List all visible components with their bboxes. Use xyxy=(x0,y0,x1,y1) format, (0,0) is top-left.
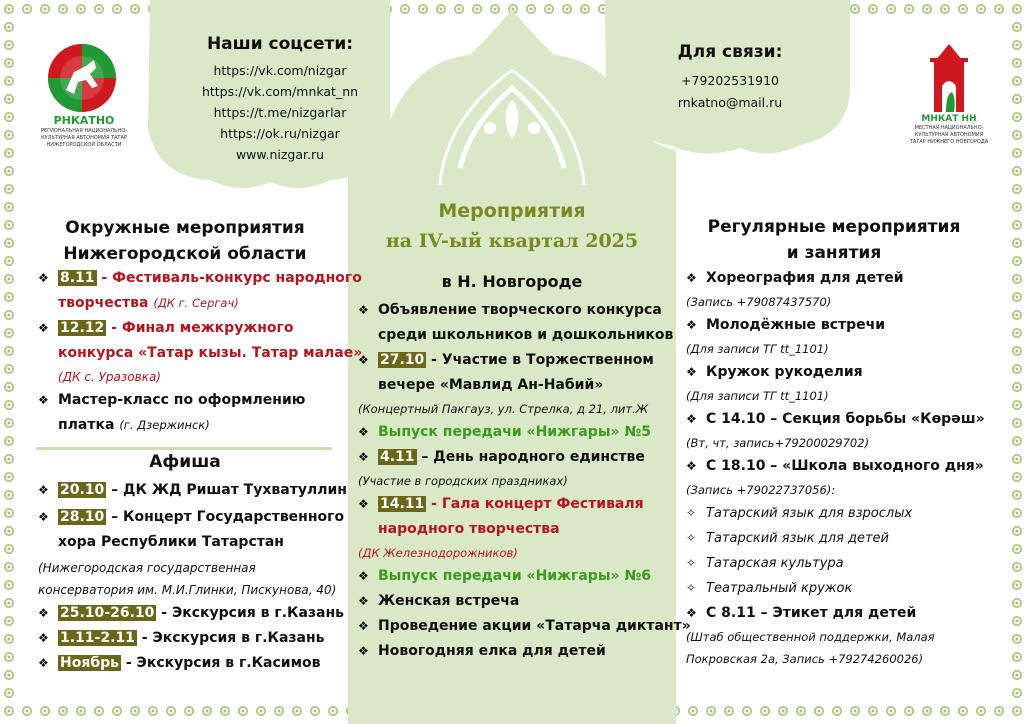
right-logo-name: МНКАТ НН xyxy=(921,114,977,124)
diamond-bullet-icon: ❖ xyxy=(686,412,697,426)
contact-email[interactable]: rnkatno@mail.ru xyxy=(677,95,783,110)
event-date: 4.11 xyxy=(380,449,415,465)
contact-title: Для связи: xyxy=(677,42,783,62)
diamond-bullet-icon: ❖ xyxy=(38,656,49,670)
event-date: 1.11-2.11 xyxy=(60,630,135,646)
diamond-bullet-icon: ❖ xyxy=(358,644,369,658)
list-item-continued: среди школьников и дошкольников xyxy=(378,327,674,343)
diamond-bullet-icon: ❖ xyxy=(686,271,697,285)
star-bullet-icon: ✧ xyxy=(686,531,697,545)
event-note: (Для записи ТГ tt_1101) xyxy=(686,389,829,403)
social-link-ok[interactable]: https://ok.ru/nizgar xyxy=(220,126,340,141)
event-note: (Вт, чт, запись+79200029702) xyxy=(686,436,870,450)
event-note: Покровская 2а, Запись +79274260026) xyxy=(686,652,924,666)
left-logo-name: РНКАТНО xyxy=(53,114,115,127)
list-item-continued: конкурса «Татар кызы. Татар малае» xyxy=(58,345,363,361)
diamond-bullet-icon: ❖ xyxy=(358,594,369,608)
event-date: 12.12 xyxy=(60,320,105,336)
event-note: (Запись +79022737056): xyxy=(686,483,836,497)
sub-list-item: ✧ Театральный кружок xyxy=(686,576,986,601)
event-note: (Нижегородская государственная xyxy=(38,561,256,575)
list-item: ❖ 12.12 - Финал межкружного xyxy=(38,316,348,341)
social-link-site[interactable]: www.nizgar.ru xyxy=(235,147,325,162)
list-item: ❖ Хореография для детей xyxy=(686,266,986,291)
event-date: 27.10 xyxy=(380,352,425,368)
center-heading: в Н. Новгороде xyxy=(441,272,583,291)
list-item: ❖ Выпуск передачи «Нижгары» №6 xyxy=(358,564,678,589)
list-item: ❖ С 14.10 – Секция борьбы «Көрәш» xyxy=(686,407,986,432)
star-bullet-icon: ✧ xyxy=(686,556,697,570)
list-item: ❖ 1.11-2.11 - Экскурсия в г.Казань xyxy=(38,626,358,651)
list-item: ❖ 14.11 - Гала концерт Фестиваля xyxy=(358,492,678,517)
left-logo-caption: РЕГИОНАЛЬНАЯ НАЦИОНАЛЬНО-КУЛЬТУРНАЯ АВТОНОМИЯ ТАТАР НИЖЕГОРОДСКОЙ ОБЛАСТИ xyxy=(40,128,128,148)
diamond-bullet-icon: ❖ xyxy=(358,353,369,367)
social-links xyxy=(185,60,375,165)
left-section-title xyxy=(30,215,340,267)
event-note: (Штаб общественной поддержки, Малая xyxy=(686,630,935,644)
list-item: ❖ Мастер-класс по оформлению xyxy=(38,388,348,413)
right-title-line1: Регулярные мероприятия xyxy=(707,217,961,237)
star-bullet-icon: ✧ xyxy=(686,581,697,595)
event-date: Ноябрь xyxy=(60,655,119,671)
left-title-line1: Окружные мероприятия xyxy=(65,218,305,238)
event-date: 8.11 xyxy=(60,270,95,286)
diamond-bullet-icon: ❖ xyxy=(686,459,697,473)
center-title-line1: Мероприятия xyxy=(438,200,586,222)
list-item: ❖ Ноябрь - Экскурсия в г.Касимов xyxy=(38,651,358,676)
list-item-continued: платка (г. Дзержинск) xyxy=(58,417,210,433)
list-item: ❖ Проведение акции «Татарча диктант» xyxy=(358,614,678,639)
list-item: ❖ С 8.11 – Этикет для детей xyxy=(686,601,986,626)
event-date: 28.10 xyxy=(60,509,105,525)
contact-phone[interactable]: +79202531910 xyxy=(681,73,779,88)
diamond-bullet-icon: ❖ xyxy=(38,631,49,645)
event-note: (Концертный Пакгауз, ул. Стрелка, д 21, лит.Ж xyxy=(358,402,649,416)
list-item: ❖ 27.10 - Участие в Торжественном xyxy=(358,348,678,373)
right-logo-caption: МЕСТНАЯ НАЦИОНАЛЬНО-КУЛЬТУРНАЯ АВТОНОМИЯ ТАТАР НИЖНЕГО НОВГОРОДА xyxy=(909,125,989,145)
event-note: (ДК Железнодорожников) xyxy=(358,546,518,560)
afisha-list xyxy=(38,478,358,676)
center-title-line2: на IV-ый квартал 2025 xyxy=(385,230,639,252)
list-item: ❖ Новогодняя елка для детей xyxy=(358,639,678,664)
event-note: (Участие в городских праздниках) xyxy=(358,474,568,488)
right-title-line2: и занятия xyxy=(786,243,882,263)
list-item: ❖ 25.10-26.10 - Экскурсия в г.Казань xyxy=(38,601,358,626)
social-link-vk-mnkat[interactable]: https://vk.com/mnkat_nn xyxy=(201,84,359,99)
list-item: ❖ С 18.10 – «Школа выходного дня» xyxy=(686,454,986,479)
event-note: (Для записи ТГ tt_1101) xyxy=(686,342,829,356)
social-link-telegram[interactable]: https://t.me/nizgarlar xyxy=(213,105,347,120)
diamond-bullet-icon: ❖ xyxy=(358,303,369,317)
list-item: ❖ Кружок рукоделия xyxy=(686,360,986,385)
event-note: (Запись +79087437570) xyxy=(686,295,832,309)
diamond-bullet-icon: ❖ xyxy=(38,393,49,407)
list-item: ❖ 28.10 – Концерт Государственного xyxy=(38,505,358,530)
list-item-continued: народного творчества xyxy=(378,521,560,537)
event-date: 14.11 xyxy=(380,496,425,512)
center-events-list xyxy=(358,298,691,664)
diamond-bullet-icon: ❖ xyxy=(358,425,369,439)
list-item: ❖ Женская встреча xyxy=(358,589,678,614)
mnkat-tower-logo-icon xyxy=(926,42,972,114)
sub-list-item: ✧ Татарская культура xyxy=(686,551,986,576)
diamond-bullet-icon: ❖ xyxy=(38,271,49,285)
list-item: ❖ 4.11 – День народного единстве xyxy=(358,445,678,470)
event-note: (ДК с. Уразовка) xyxy=(58,370,161,384)
diamond-bullet-icon: ❖ xyxy=(358,497,369,511)
list-item-continued: творчества (ДК г. Сергач) xyxy=(58,295,239,311)
list-item: ❖ Молодёжные встречи xyxy=(686,313,986,338)
diamond-bullet-icon: ❖ xyxy=(358,619,369,633)
afisha-title: Афиша xyxy=(149,452,221,472)
list-item-continued: вечере «Мавлид Ан-Набий» xyxy=(378,377,604,393)
contact-block xyxy=(660,70,800,114)
list-item: ❖ Выпуск передачи «Нижгары» №5 xyxy=(358,420,678,445)
star-bullet-icon: ✧ xyxy=(686,506,697,520)
list-item: ❖ 8.11 - Фестиваль-конкурс народного xyxy=(38,266,348,291)
event-date: 20.10 xyxy=(60,482,105,498)
social-link-vk-nizgar[interactable]: https://vk.com/nizgar xyxy=(213,63,347,78)
list-item-continued: хора Республики Татарстан xyxy=(58,534,284,550)
diamond-bullet-icon: ❖ xyxy=(38,606,49,620)
diamond-bullet-icon: ❖ xyxy=(38,321,49,335)
event-note: консерватория им. М.И.Глинки, Пискунова, 40) xyxy=(38,583,337,597)
diamond-bullet-icon: ❖ xyxy=(38,510,49,524)
sub-list-item: ✧ Татарский язык для взрослых xyxy=(686,501,986,526)
diamond-bullet-icon: ❖ xyxy=(686,318,697,332)
list-item: ❖ 20.10 – ДК ЖД Ришат Тухватуллин xyxy=(38,478,358,503)
diamond-bullet-icon: ❖ xyxy=(358,450,369,464)
right-events-list xyxy=(686,266,986,670)
social-title: Наши соцсети: xyxy=(206,34,354,54)
diamond-bullet-icon: ❖ xyxy=(686,606,697,620)
sub-list-item: ✧ Татарский язык для детей xyxy=(686,526,986,551)
list-item: ❖ Объявление творческого конкурса xyxy=(358,298,678,323)
left-events-list xyxy=(38,266,363,438)
diamond-bullet-icon: ❖ xyxy=(358,569,369,583)
diamond-bullet-icon: ❖ xyxy=(686,365,697,379)
diamond-bullet-icon: ❖ xyxy=(38,483,49,497)
right-section-title xyxy=(684,214,984,266)
left-title-line2: Нижегородской области xyxy=(63,244,307,264)
rnkatno-logo-icon xyxy=(46,42,118,114)
event-date: 25.10-26.10 xyxy=(60,605,155,621)
